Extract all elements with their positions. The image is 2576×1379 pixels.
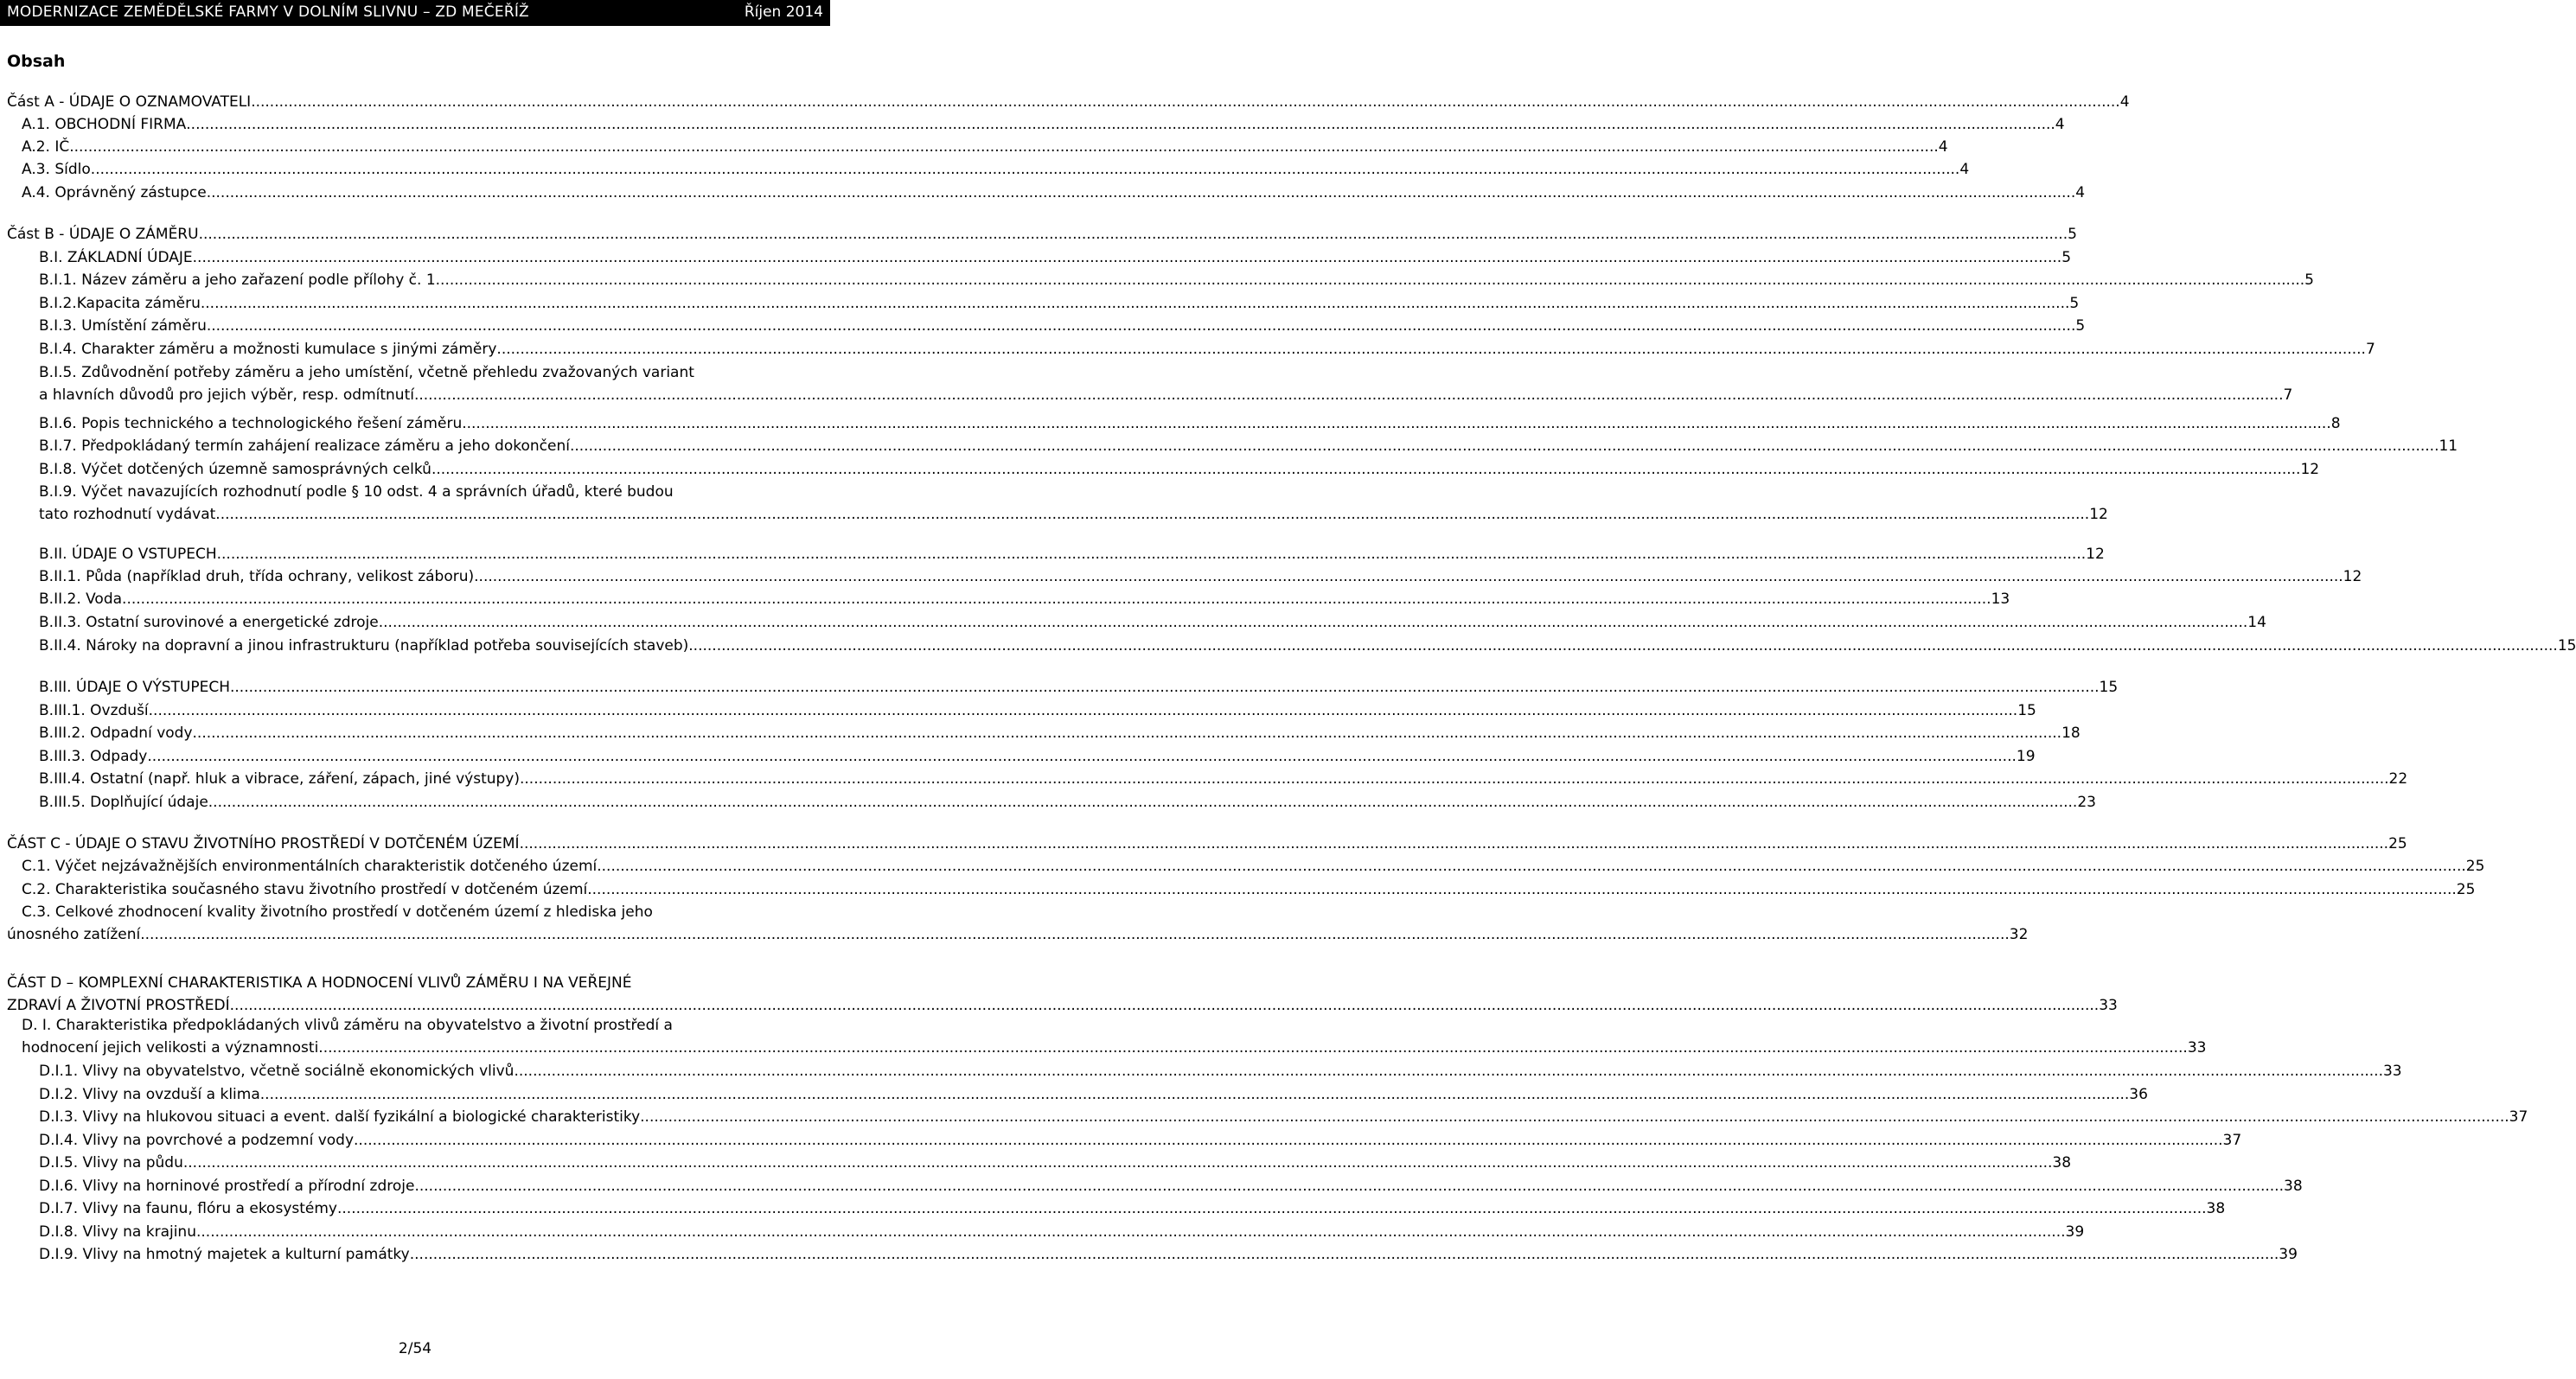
toc-entry[interactable] [39, 1175, 2303, 1197]
toc-page-number: 25 [2465, 858, 2485, 875]
toc-entry[interactable] [39, 246, 2072, 269]
toc-dot-leader: ................................................................................................................................................................................................................................................................................................................................................................................................................ [251, 93, 2120, 111]
toc-entry-title-continuation: tato rozhodnutí vydávat. [39, 506, 221, 523]
toc-page-number: 12 [2343, 568, 2362, 585]
toc-entry-title: D.I.5. Vlivy na půdu [39, 1154, 183, 1172]
toc-page-number: 8 [2330, 415, 2341, 432]
toc-entry[interactable] [39, 1106, 2528, 1128]
toc-entry[interactable] [39, 481, 2108, 526]
toc-entry-title: D.I.8. Vlivy na krajinu [39, 1223, 196, 1241]
toc-page-number: 22 [2388, 770, 2408, 788]
toc-entry[interactable] [39, 543, 2105, 565]
toc-dot-leader: ................................................................................................................................................................................................................................................................................................................................................................................................................ [90, 161, 1960, 178]
toc-entry[interactable] [22, 158, 1970, 181]
toc-entry-title: B.III. ÚDAJE O VÝSTUPECH [39, 679, 230, 696]
toc-page-number: 39 [2279, 1246, 2298, 1263]
toc-entry-title: B.I.9. Výčet navazujících rozhodnutí podle § 10 odst. 4 a správních úřadů, které budou [39, 483, 674, 501]
toc-dot-leader: ................................................................................................................................................................................................................................................................................................................................................................................................................ [206, 317, 2076, 335]
toc-dot-leader: ................................................................................................................................................................................................................................................................................................................................................................................................................ [200, 295, 2070, 312]
toc-dot-leader: ................................................................................................................................................................................................................................................................................................................................................................................................................ [431, 461, 2301, 478]
toc-entry-title: D.I.6. Vlivy na horninové prostředí a přírodní zdroje [39, 1178, 415, 1195]
toc-entry-title: C.2. Charakteristika současného stavu životního prostředí v dotčeném území [22, 881, 588, 898]
toc-entry-title: B.II.2. Voda [39, 591, 123, 608]
toc-dot-leader: ................................................................................................................................................................................................................................................................................................................................................................................................................ [474, 568, 2343, 585]
toc-entry-title: ČÁST C - ÚDAJE O STAVU ŽIVOTNÍHO PROSTŘEDÍ V DOTČENÉM ÚZEMÍ [7, 835, 520, 852]
toc-dot-leader: ................................................................................................................................................................................................................................................................................................................................................................................................................ [206, 184, 2076, 201]
toc-entry-title: B.I.1. Název záměru a jeho zařazení podle přílohy č. 1 [39, 271, 436, 289]
toc-entry-title: B.I.2.Kapacita záměru [39, 295, 201, 312]
toc-page-number: 36 [2129, 1086, 2148, 1103]
toc-entry[interactable] [39, 361, 2293, 406]
toc-entry-title: D.I.9. Vlivy na hmotný majetek a kulturní památky [39, 1246, 410, 1263]
toc-entry-title: A.2. IČ [22, 138, 70, 156]
toc-entry[interactable] [39, 722, 2081, 744]
toc-entry-title: C.3. Celkové zhodnocení kvality životního prostředí v dotčeném území z hlediska jeho [22, 903, 653, 921]
toc-page-number: 15 [2099, 679, 2119, 696]
toc-page-number: 19 [2016, 748, 2036, 765]
toc-page-number: 25 [2388, 835, 2407, 852]
toc-entry-title: B.I.4. Charakter záměru a možnosti kumulace s jinými záměry [39, 341, 497, 358]
toc-entry-title: A.1. OBCHODNÍ FIRMA [22, 116, 187, 133]
toc-dot-leader: ................................................................................................................................................................................................................................................................................................................................................................................................................ [69, 138, 1939, 156]
document-header [0, 0, 830, 26]
toc-page-number: 5 [2304, 271, 2314, 289]
toc-page-number: 23 [2077, 794, 2096, 811]
toc-page-number: 7 [2365, 341, 2375, 358]
toc-entry-title: D. I. Charakteristika předpokládaných vlivů záměru na obyvatelstvo a životní prostředí a [22, 1017, 673, 1034]
toc-entry[interactable] [39, 635, 2576, 657]
toc-entry[interactable] [39, 699, 2036, 722]
toc-page-number: 4 [2119, 93, 2130, 111]
toc-page-number: 33 [2187, 1039, 2207, 1057]
toc-entry[interactable] [39, 768, 2408, 790]
toc-page-number: 33 [2382, 1063, 2402, 1080]
toc-page-number: 15 [2557, 637, 2576, 654]
document-date: Říjen 2014 [744, 3, 823, 21]
toc-page-number: 32 [2009, 926, 2029, 943]
toc-entry[interactable] [39, 1197, 2226, 1220]
toc-dot-leader: ................................................................................................................................................................................................................................................................................................................................................................................................................ [414, 1178, 2284, 1195]
toc-entry[interactable] [39, 269, 2314, 291]
toc-entry[interactable] [39, 1152, 2072, 1174]
toc-page-number: 11 [2439, 437, 2458, 455]
toc-dot-leader: ................................................................................................................................................................................................................................................................................................................................................................................................................ [230, 679, 2100, 696]
toc-entry-title: B.I.3. Umístění záměru [39, 317, 207, 335]
toc-dot-leader: ................................................................................................................................................................................................................................................................................................................................................................................................................ [435, 271, 2305, 289]
toc-dot-leader: ................................................................................................................................................................................................................................................................................................................................................................................................................ [186, 116, 2055, 133]
toc-entry[interactable] [39, 458, 2320, 481]
toc-entry-title-continuation: a hlavních důvodů pro jejich výběr, resp. odmítnutí [39, 386, 414, 404]
toc-entry-title: B.III.1. Ovzduší [39, 702, 149, 719]
toc-page-number: 37 [2509, 1108, 2528, 1126]
toc-entry[interactable] [39, 315, 2086, 337]
toc-page-number: 5 [2068, 226, 2077, 243]
toc-entry-title: B.I.5. Zdůvodnění potřeby záměru a jeho umístění, včetně přehledu zvažovaných variant [39, 364, 694, 381]
toc-entry[interactable] [39, 791, 2096, 814]
toc-entry[interactable] [22, 878, 2476, 901]
toc-entry[interactable] [39, 435, 2458, 457]
toc-dot-leader: ................................................................................................................................................................................................................................................................................................................................................................................................................ [216, 546, 2087, 563]
toc-page-number: 38 [2206, 1200, 2226, 1217]
toc-entry[interactable] [39, 676, 2119, 699]
toc-entry[interactable] [7, 833, 2407, 855]
toc-dot-leader: ................................................................................................................................................................................................................................................................................................................................................................................................................ [587, 881, 2457, 898]
toc-entry[interactable] [22, 855, 2485, 878]
toc-dot-leader: ................................................................................................................................................................................................................................................................................................................................................................................................................ [140, 926, 2010, 943]
toc-entry[interactable] [7, 901, 2029, 946]
toc-dot-leader: ................................................................................................................................................................................................................................................................................................................................................................................................................ [195, 1223, 2066, 1241]
toc-entry-title: B.I.7. Předpokládaný termín zahájení realizace záměru a jeho dokončení [39, 437, 570, 455]
toc-dot-leader: ................................................................................................................................................................................................................................................................................................................................................................................................................ [336, 1200, 2207, 1217]
toc-dot-leader: ................................................................................................................................................................................................................................................................................................................................................................................................................ [148, 702, 2018, 719]
toc-dot-leader: ................................................................................................................................................................................................................................................................................................................................................................................................................ [514, 1063, 2383, 1080]
toc-entry[interactable] [39, 412, 2341, 435]
toc-page-number: 5 [2069, 295, 2080, 312]
toc-entry-title-continuation: ZDRAVÍ A ŽIVOTNÍ PROSTŘEDÍ [7, 997, 230, 1014]
toc-entry-title: B.I.8. Výčet dotčených územně samosprávných celků [39, 461, 431, 478]
toc-page-number: 38 [2284, 1178, 2303, 1195]
toc-page-number: 12 [2086, 546, 2105, 563]
toc-entry-title: A.4. Oprávněný zástupce [22, 184, 207, 201]
toc-page-number: 25 [2456, 881, 2476, 898]
page-number: 2/54 [398, 1340, 432, 1357]
toc-entry-title-continuation: únosného zatížení [7, 926, 141, 943]
toc-dot-leader: ................................................................................................................................................................................................................................................................................................................................................................................................................ [259, 1086, 2130, 1103]
toc-entry-title: A.3. Sídlo [22, 161, 91, 178]
toc-entry[interactable] [39, 565, 2362, 588]
toc-dot-leader: ................................................................................................................................................................................................................................................................................................................................................................................................................ [462, 415, 2331, 432]
toc-entry[interactable] [39, 588, 2010, 610]
toc-entry[interactable] [39, 745, 2036, 768]
document-title: MODERNIZACE ZEMĚDĚLSKÉ FARMY V DOLNÍM SLIVNU – ZD MEČEŘÍŽ [7, 3, 529, 21]
toc-dot-leader: ................................................................................................................................................................................................................................................................................................................................................................................................................ [122, 591, 1991, 608]
toc-dot-leader: ................................................................................................................................................................................................................................................................................................................................................................................................................ [192, 249, 2062, 266]
toc-page-number: 37 [2222, 1132, 2242, 1149]
toc-entry[interactable] [22, 1014, 2207, 1059]
toc-dot-leader: ................................................................................................................................................................................................................................................................................................................................................................................................................ [688, 637, 2558, 654]
toc-dot-leader: ................................................................................................................................................................................................................................................................................................................................................................................................................ [409, 1246, 2279, 1263]
toc-dot-leader: ................................................................................................................................................................................................................................................................................................................................................................................................................ [318, 1039, 2188, 1057]
toc-entry-title: B.I. ZÁKLADNÍ ÚDAJE [39, 249, 193, 266]
toc-dot-leader: ................................................................................................................................................................................................................................................................................................................................................................................................................ [354, 1132, 2223, 1149]
toc-entry-title: B.II.4. Nároky na dopravní a jinou infrastrukturu (například potřeba souvisejících staveb) [39, 637, 689, 654]
toc-entry-title: B.III.3. Odpady [39, 748, 148, 765]
toc-dot-leader: ................................................................................................................................................................................................................................................................................................................................................................................................................ [147, 748, 2017, 765]
toc-entry-title: B.III.2. Odpadní vody [39, 725, 193, 742]
toc-dot-leader: ................................................................................................................................................................................................................................................................................................................................................................................................................ [597, 858, 2466, 875]
toc-entry[interactable] [39, 611, 2266, 634]
toc-dot-leader: ................................................................................................................................................................................................................................................................................................................................................................................................................ [198, 226, 2068, 243]
toc-entry-title: D.I.2. Vlivy na ovzduší a klima [39, 1086, 260, 1103]
toc-page-number: 4 [1959, 161, 1970, 178]
toc-entry-title: D.I.7. Vlivy na faunu, flóru a ekosystémy [39, 1200, 337, 1217]
toc-entry[interactable] [39, 1221, 2085, 1243]
toc-entry-title: Část A - ÚDAJE O OZNAMOVATELI [7, 93, 252, 111]
toc-entry-title: B.III.5. Doplňující údaje [39, 794, 208, 811]
toc-page-number: 14 [2247, 614, 2266, 631]
toc-heading: Obsah [7, 52, 66, 71]
toc-entry-title: C.1. Výčet nejzávažnějších environmentálních charakteristik dotčeného území [22, 858, 598, 875]
toc-entry[interactable] [22, 182, 2086, 204]
toc-entry-title: B.II.3. Ostatní surovinové a energetické zdroje [39, 614, 379, 631]
toc-page-number: 13 [1991, 591, 2010, 608]
toc-entry-title: D.I.4. Vlivy na povrchové a podzemní vody [39, 1132, 355, 1149]
toc-entry-title: D.I.3. Vlivy na hlukovou situaci a event. další fyzikální a biologické charakteristiky [39, 1108, 641, 1126]
toc-page-number: 7 [2283, 386, 2293, 404]
toc-entry[interactable] [39, 1129, 2242, 1152]
toc-dot-leader: ................................................................................................................................................................................................................................................................................................................................................................................................................ [182, 1154, 2053, 1172]
toc-page-number: 5 [2061, 249, 2072, 266]
toc-page-number: 4 [1938, 138, 1948, 156]
toc-entry[interactable] [7, 91, 2130, 113]
toc-entry[interactable] [7, 223, 2077, 246]
toc-entry[interactable] [39, 1060, 2402, 1082]
toc-page-number: 15 [2017, 702, 2036, 719]
toc-dot-leader: ................................................................................................................................................................................................................................................................................................................................................................................................................ [378, 614, 2248, 631]
toc-entry-title-continuation: hodnocení jejich velikosti a významnosti [22, 1039, 319, 1057]
toc-entry[interactable] [39, 338, 2375, 361]
toc-dot-leader: ................................................................................................................................................................................................................................................................................................................................................................................................................ [569, 437, 2439, 455]
toc-page-number: 4 [2055, 116, 2065, 133]
toc-page-number: 12 [2300, 461, 2320, 478]
toc-entry-title: B.III.4. Ostatní (např. hluk a vibrace, záření, zápach, jiné výstupy) [39, 770, 520, 788]
toc-page-number: 12 [2089, 506, 2108, 523]
toc-entry[interactable] [39, 1243, 2298, 1266]
toc-entry-title: ČÁST D – KOMPLEXNÍ CHARAKTERISTIKA A HODNOCENÍ VLIVŮ ZÁMĚRU I NA VEŘEJNÉ [7, 974, 632, 992]
toc-dot-leader: ................................................................................................................................................................................................................................................................................................................................................................................................................ [520, 770, 2389, 788]
toc-dot-leader: ................................................................................................................................................................................................................................................................................................................................................................................................................ [208, 794, 2078, 811]
toc-entry-title: Část B - ÚDAJE O ZÁMĚRU [7, 226, 199, 243]
toc-entry-title: B.II.1. Půda (například druh, třída ochrany, velikost záboru) [39, 568, 475, 585]
toc-dot-leader: ................................................................................................................................................................................................................................................................................................................................................................................................................ [496, 341, 2366, 358]
toc-entry[interactable] [22, 113, 2065, 136]
toc-dot-leader: ................................................................................................................................................................................................................................................................................................................................................................................................................ [192, 725, 2062, 742]
toc-entry-title: D.I.1. Vlivy na obyvatelstvo, včetně sociálně ekonomických vlivů [39, 1063, 515, 1080]
toc-entry-title: B.I.6. Popis technického a technologického řešení záměru [39, 415, 463, 432]
toc-entry[interactable] [39, 1083, 2148, 1106]
toc-page-number: 33 [2099, 997, 2118, 1014]
toc-dot-leader: ................................................................................................................................................................................................................................................................................................................................................................................................................ [640, 1108, 2509, 1126]
toc-entry[interactable] [7, 972, 2118, 1017]
toc-page-number: 5 [2075, 317, 2086, 335]
toc-page-number: 18 [2061, 725, 2081, 742]
toc-dot-leader: ................................................................................................................................................................................................................................................................................................................................................................................................................ [413, 386, 2284, 404]
toc-dot-leader: ................................................................................................................................................................................................................................................................................................................................................................................................................ [220, 506, 2090, 523]
toc-dot-leader: ................................................................................................................................................................................................................................................................................................................................................................................................................ [229, 997, 2100, 1014]
toc-page-number: 39 [2065, 1223, 2085, 1241]
toc-page-number: 4 [2075, 184, 2086, 201]
toc-entry[interactable] [22, 136, 1948, 158]
toc-entry-title: B.II. ÚDAJE O VSTUPECH [39, 546, 217, 563]
toc-dot-leader: ................................................................................................................................................................................................................................................................................................................................................................................................................ [519, 835, 2389, 852]
toc-page-number: 38 [2052, 1154, 2072, 1172]
toc-entry[interactable] [39, 292, 2080, 315]
